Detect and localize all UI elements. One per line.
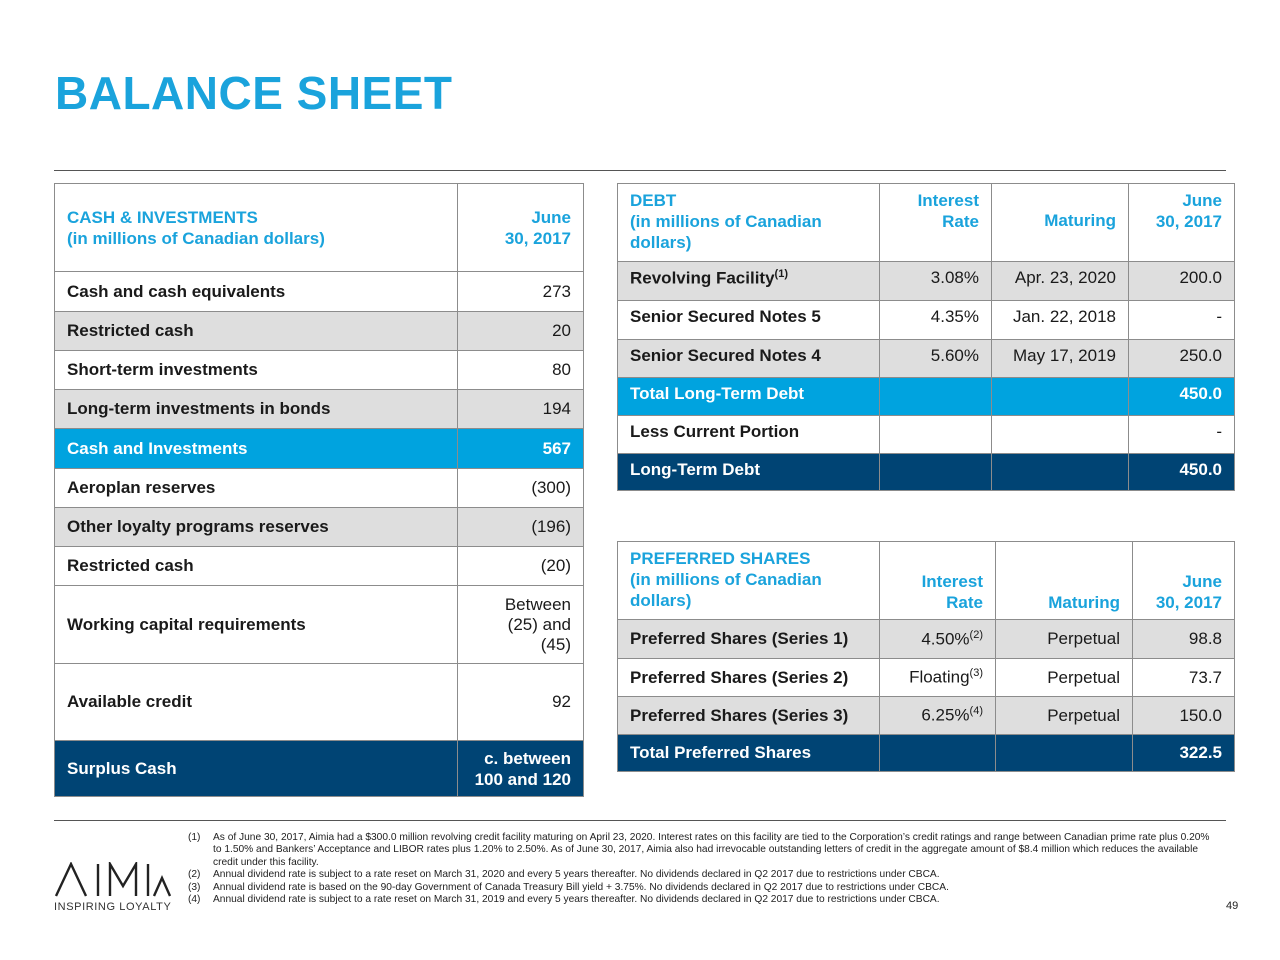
cash-table-header xyxy=(55,184,584,272)
long-term-debt-row: Long-Term Debt 450.0 xyxy=(618,454,1235,491)
cash-and-investments-total-row: Cash and Investments 567 xyxy=(55,429,584,469)
footnote: (4) Annual dividend rate is subject to a rate reset on March 31, 2019 and every 5 years thereafter. No dividends declared in Q2 2017 due to restrictions under CBCA. xyxy=(188,894,940,906)
top-divider xyxy=(54,170,1226,171)
table-row: Preferred Shares (Series 3) 6.25%$^{(4)}$ Perpetual 150.0 xyxy=(618,697,1235,735)
debt-header-date: June 30, 2017 xyxy=(1129,184,1235,262)
table-row: Revolving Facility$^{(1)}$ 3.08% Apr. 23, 2020 200.0 xyxy=(618,262,1235,301)
cash-header-label: CASH & INVESTMENTS (in millions of Canadian dollars) xyxy=(55,184,458,272)
page-title: BALANCE SHEET xyxy=(55,67,453,119)
debt-header-rate: Interest Rate xyxy=(880,184,992,262)
preferred-header-date: June 30, 2017 xyxy=(1133,542,1235,620)
table-row: Cash and cash equivalents 273 xyxy=(55,272,584,312)
cash-header-date: June 30, 2017 xyxy=(458,184,584,272)
debt-header-label: DEBT (in millions of Canadian dollars) xyxy=(618,184,880,262)
footnote: (3) Annual dividend rate is based on the 90-day Government of Canada Treasury Bill yield + 3.75%. No dividends declared in Q2 2017 due to restrictions under CBCA. xyxy=(188,881,949,893)
surplus-cash-row: Surplus Cash c. between 100 and 120 xyxy=(55,741,584,797)
cash-investments-table xyxy=(54,183,584,797)
debt-header-maturing: Maturing xyxy=(992,184,1129,262)
table-row: Restricted cash (20) xyxy=(55,547,584,586)
footnote: (1) As of June 30, 2017, Aimia had a $300.0 million revolving credit facility maturing on April 23, 2020. Interest rates on this facility are tied to the Corporation’s credit ratings and range between Canadian prime rate plus 0.20% to 1.50% and Bankers’ Acceptance and LIBOR rates plus 1.20% to 2.50%. As of June 30, 2017, Aimia also had irrevocable outstanding letters of credit in the aggregate amount of $8.4 million which reduces the available credit under this facility. xyxy=(188,832,1210,868)
footnotes xyxy=(188,832,1218,906)
preferred-table-header xyxy=(618,542,1235,620)
logo-tagline: INSPIRING LOYALTY xyxy=(54,901,172,913)
total-preferred-shares-row: Total Preferred Shares 322.5 xyxy=(618,735,1235,772)
debt-table xyxy=(617,183,1235,491)
table-row: Preferred Shares (Series 2) Floating$^{(3)}$ Perpetual 73.7 xyxy=(618,659,1235,697)
preferred-header-rate: Interest Rate xyxy=(880,542,996,620)
table-row: Senior Secured Notes 4 5.60% May 17, 2019 250.0 xyxy=(618,340,1235,378)
table-row: Long-term investments in bonds 194 xyxy=(55,390,584,429)
bottom-divider xyxy=(54,820,1226,821)
preferred-shares-table xyxy=(617,541,1235,772)
svg-text:AIMIA: AIMIA xyxy=(54,862,57,863)
table-row: Aeroplan reserves (300) xyxy=(55,469,584,508)
preferred-header-maturing: Maturing xyxy=(996,542,1133,620)
debt-table-header xyxy=(618,184,1235,262)
table-row: Preferred Shares (Series 1) 4.50%$^{(2)}$ Perpetual 98.8 xyxy=(618,620,1235,659)
table-row: Less Current Portion - xyxy=(618,416,1235,454)
total-long-term-debt-row: Total Long-Term Debt 450.0 xyxy=(618,378,1235,416)
table-row: Restricted cash 20 xyxy=(55,312,584,351)
aimia-logo xyxy=(54,862,172,898)
page-number: 49 xyxy=(1226,900,1239,912)
table-row: Short-term investments 80 xyxy=(55,351,584,390)
table-row: Senior Secured Notes 5 4.35% Jan. 22, 2018 - xyxy=(618,301,1235,340)
table-row: Working capital requirements Between (25) and (45) xyxy=(55,586,584,664)
footnote: (2) Annual dividend rate is subject to a rate reset on March 31, 2020 and every 5 years thereafter. No dividends declared in Q2 2017 due to restrictions under CBCA. xyxy=(188,869,940,881)
table-row: Other loyalty programs reserves (196) xyxy=(55,508,584,547)
preferred-header-label: PREFERRED SHARES (in millions of Canadian dollars) xyxy=(618,542,880,620)
table-row: Available credit 92 xyxy=(55,664,584,741)
